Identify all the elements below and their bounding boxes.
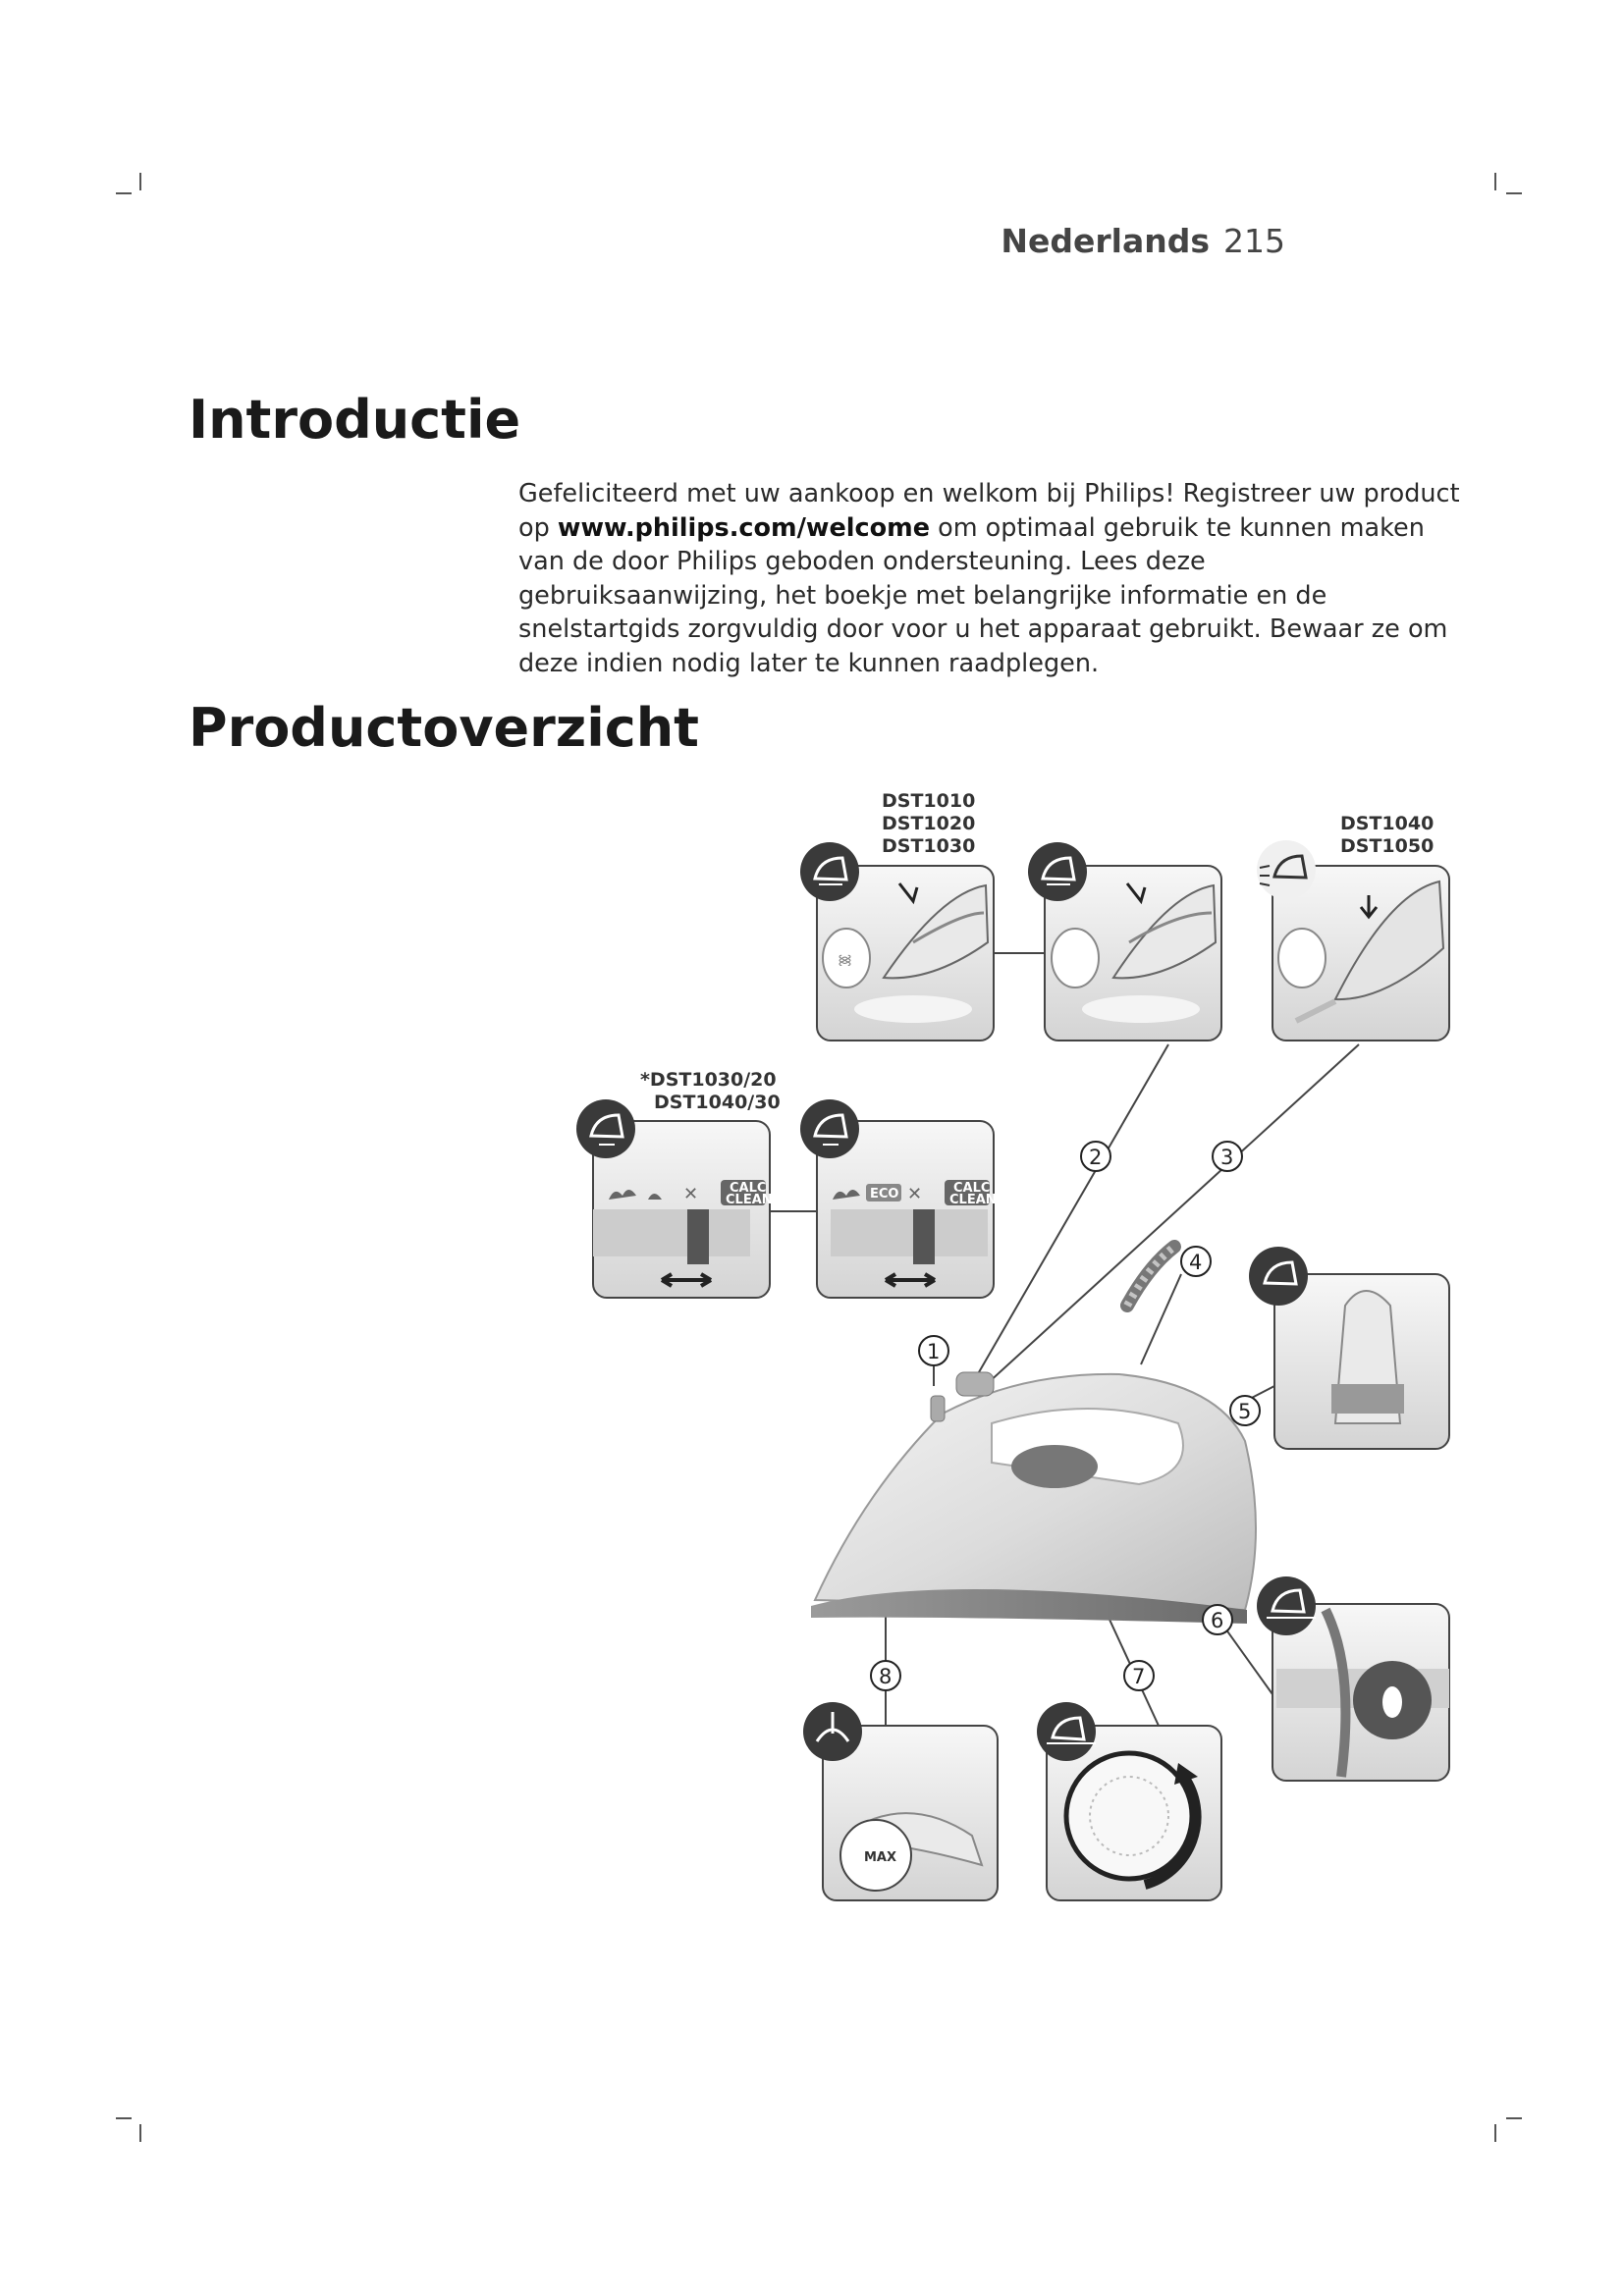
svg-text:3: 3 xyxy=(1220,1146,1234,1169)
svg-text:✕: ✕ xyxy=(907,1184,923,1204)
callout-7 xyxy=(1124,1661,1154,1690)
model-dst1030-20: *DST1030/20 xyxy=(640,1069,777,1091)
svg-text:4: 4 xyxy=(1189,1251,1203,1274)
callout-1 xyxy=(919,1336,948,1365)
svg-text:✕: ✕ xyxy=(683,1184,699,1204)
panel-spray-2 xyxy=(1028,842,1221,1041)
eco-label: ECO xyxy=(870,1187,899,1201)
svg-text:8: 8 xyxy=(879,1665,893,1688)
svg-text:᯼: ᯼ xyxy=(838,952,852,968)
panel-indicator-light xyxy=(1257,1576,1449,1781)
model-label-shot-group xyxy=(1340,813,1434,857)
model-label-steam-group xyxy=(640,1069,781,1113)
page-number: 215 xyxy=(1223,222,1285,260)
panel-temperature-dial xyxy=(1037,1702,1221,1900)
svg-text:6: 6 xyxy=(1211,1609,1224,1632)
spray-icon xyxy=(1028,842,1087,901)
model-dst1040-30: DST1040/30 xyxy=(654,1092,781,1113)
calc-clean-line2: CLEAN xyxy=(949,1193,997,1207)
callout-4 xyxy=(1181,1247,1211,1276)
panel-steam-selector-2 xyxy=(800,1099,997,1298)
header-language: Nederlands xyxy=(1001,222,1210,260)
panel-steam-selector-1 xyxy=(576,1099,773,1298)
model-dst1030: DST1030 xyxy=(882,835,976,857)
model-dst1050: DST1050 xyxy=(1340,835,1435,857)
model-dst1020: DST1020 xyxy=(882,813,976,834)
svg-text:7: 7 xyxy=(1132,1665,1146,1688)
steam-selector-icon xyxy=(800,1099,859,1158)
panel-soleplate xyxy=(1249,1247,1449,1449)
callout-5 xyxy=(1230,1396,1260,1425)
panel-water-fill xyxy=(803,1702,998,1900)
introduction-text-part1: Gefeliciteerd met uw aankoop en welkom bij Philips! Registreer uw product op xyxy=(518,479,1460,543)
calc-clean-line1: CALC xyxy=(730,1181,767,1196)
product-overview-title: Productoverzicht xyxy=(189,697,699,759)
steam-selector-icon xyxy=(576,1099,635,1158)
steam-iron-illustration xyxy=(811,1247,1256,1624)
callout-2 xyxy=(1081,1142,1110,1171)
svg-text:2: 2 xyxy=(1089,1146,1103,1169)
max-label: MAX xyxy=(864,1850,897,1865)
callout-8 xyxy=(871,1661,900,1690)
model-label-spray-group xyxy=(882,790,975,857)
calc-clean-line1: CALC xyxy=(953,1181,991,1196)
temperature-icon xyxy=(1037,1702,1096,1761)
model-dst1040: DST1040 xyxy=(1340,813,1435,834)
panel-steam-shot xyxy=(1257,840,1449,1041)
indicator-icon xyxy=(1257,1576,1316,1635)
introduction-title: Introductie xyxy=(189,389,521,451)
model-dst1010: DST1010 xyxy=(882,790,976,812)
welcome-url: www.philips.com/welcome xyxy=(557,512,930,543)
soleplate-icon xyxy=(1249,1247,1308,1306)
callout-6 xyxy=(1203,1605,1232,1634)
callout-3 xyxy=(1213,1142,1242,1171)
panel-spray-1 xyxy=(800,842,994,1041)
svg-text:1: 1 xyxy=(927,1340,941,1363)
svg-text:5: 5 xyxy=(1238,1400,1252,1423)
calc-clean-line2: CLEAN xyxy=(726,1193,773,1207)
introduction-text-part2: om optimaal gebruik te kunnen maken van de door Philips geboden ondersteuning. Lees deze gebruiksaanwijzing, het boekje met belangrijke informatie en de snelstartgids zorgvuldig door voor u het apparaat gebruikt. Bewaar ze om deze indien nodig later te kunnen raadplegen. xyxy=(518,512,1448,678)
spray-icon xyxy=(800,842,859,901)
